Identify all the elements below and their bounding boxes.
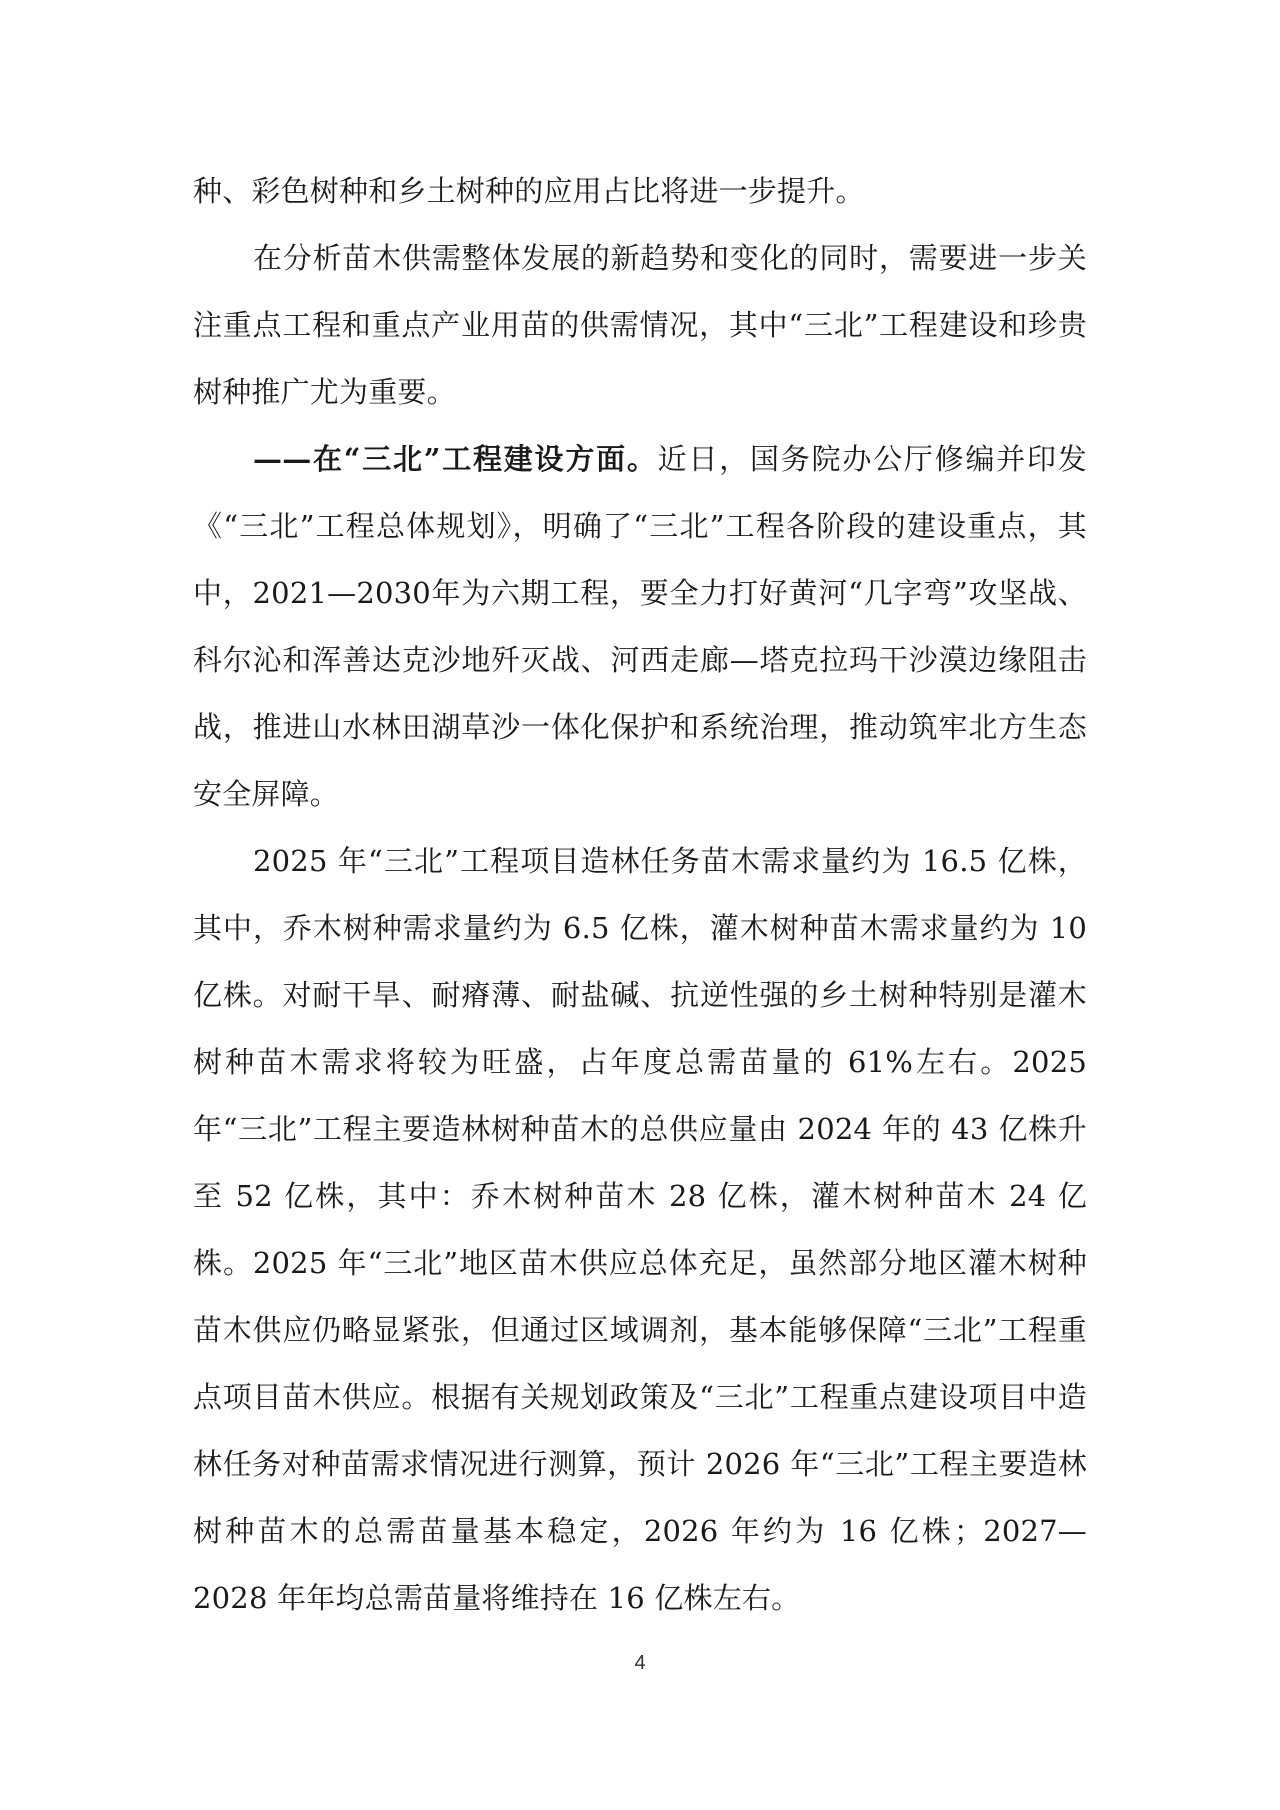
paragraph-text: 在分析苗木供需整体发展的新趋势和变化的同时，需要进一步关注重点工程和重点产业用苗的供需情况，其中“三北”工程建设和珍贵树种推广尤为重要。 <box>193 241 1087 409</box>
paragraph-supply-demand-focus <box>193 225 1087 426</box>
section-lead-heading: ——在“三北”工程建设方面。 <box>253 442 658 476</box>
paragraph-sanbei-construction <box>193 426 1087 828</box>
paragraph-text: 种、彩色树种和乡土树种的应用占比将进一步提升。 <box>193 174 865 208</box>
paragraph-continuation <box>193 158 1087 225</box>
paragraph-seedling-demand-2025 <box>193 828 1087 1632</box>
paragraph-text: 近日，国务院办公厅修编并印发《“三北”工程总体规划》，明确了“三北”工程各阶段的建设重点，其中，2021—2030年为六期工程，要全力打好黄河“几字弯”攻坚战、科尔沁和浑善达克沙地歼灭战、河西走廊—塔克拉玛干沙漠边缘阻击战，推进山水林田湖草沙一体化保护和系统治理，推动筑牢北方生态安全屏障。 <box>193 442 1087 811</box>
document-page <box>193 158 1087 1632</box>
page-number: 4 <box>634 1652 646 1674</box>
paragraph-text: 2025 年“三北”工程项目造林任务苗木需求量约为 16.5 亿株，其中，乔木树种需求量约为 6.5 亿株，灌木树种苗木需求量约为 10 亿株。对耐干旱、耐瘠薄、耐盐碱、抗逆性强的乡土树种特别是灌木树种苗木需求将较为旺盛，占年度总需苗量的 61%左右。2025 年“三北”工程主要造林树种苗木的总供应量由 2024 年的 43 亿株升至 52 亿株，其中：乔木树种苗木 28 亿株，灌木树种苗木 24 亿株。2025 年“三北”地区苗木供应总体充足，虽然部分地区灌木树种苗木供应仍略显紧张，但通过区域调剂，基本能够保障“三北”工程重点项目苗木供应。根据有关规划政策及“三北”工程重点建设项目中造林任务对种苗需求情况进行测算，预计 2026 年“三北”工程主要造林树种苗木的总需苗量基本稳定，2026 年约为 16 亿株；2027—2028 年年均总需苗量将维持在 16 亿株左右。 <box>193 844 1087 1615</box>
